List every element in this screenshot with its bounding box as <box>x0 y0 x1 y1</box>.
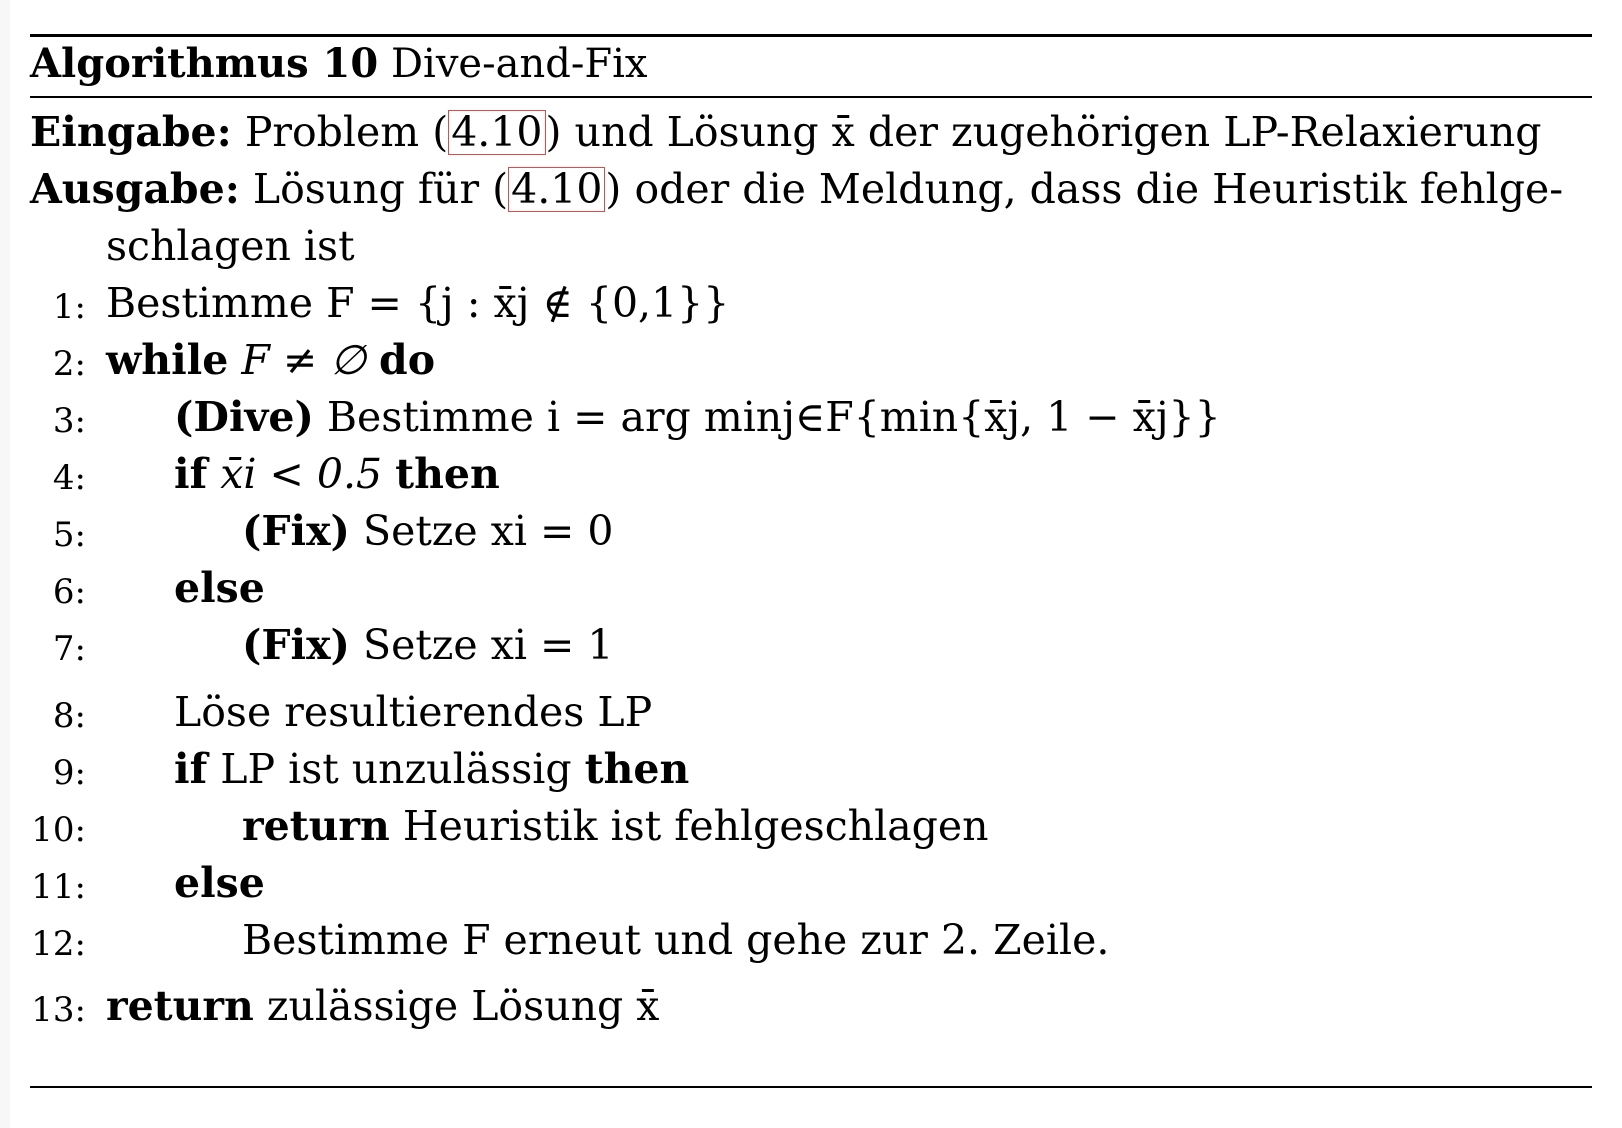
step-5 <box>242 507 613 555</box>
algorithm-title: Dive-and-Fix <box>390 41 648 87</box>
output-text-after: ) oder die Meldung, dass die Heuristik fehlge- <box>605 165 1564 213</box>
line-number: 1: <box>52 287 86 327</box>
step-text: x̄i < 0.5 <box>220 450 383 498</box>
bottom-rule <box>30 1086 1592 1088</box>
keyword-if: if <box>174 745 208 793</box>
step-8: Löse resultierendes LP <box>174 688 653 736</box>
keyword-do: do <box>379 336 436 384</box>
output-text-before: Lösung für ( <box>252 165 509 213</box>
input-text-after: ) und Lösung x̄ der zugehörigen LP-Relaxierung <box>545 108 1542 156</box>
step-12: Bestimme F erneut und gehe zur 2. Zeile. <box>242 916 1110 964</box>
step-11 <box>174 859 265 907</box>
step-text: Setze xi = 0 <box>362 507 614 555</box>
line-number: 8: <box>52 696 86 736</box>
line-number: 12: <box>31 924 86 964</box>
keyword-fix: (Fix) <box>242 621 350 669</box>
keyword-fix: (Fix) <box>242 507 350 555</box>
line-number: 7: <box>52 629 86 669</box>
step-1: Bestimme F = {j : x̄j ∉ {0,1}} <box>106 279 730 327</box>
line-number: 5: <box>52 515 86 555</box>
caption-rule <box>30 96 1592 98</box>
step-7 <box>242 621 613 669</box>
keyword-else: else <box>174 564 265 612</box>
line-number: 10: <box>31 810 86 850</box>
input-label: Eingabe: <box>30 108 232 156</box>
step-9 <box>174 745 689 793</box>
line-number: 4: <box>52 458 86 498</box>
step-3 <box>174 393 1221 441</box>
keyword-return: return <box>242 802 390 850</box>
step-text: zulässige Lösung x̄ <box>266 982 660 1030</box>
line-number: 3: <box>52 401 86 441</box>
top-rule <box>30 34 1592 37</box>
keyword-then: then <box>584 745 690 793</box>
line-number: 6: <box>52 572 86 612</box>
keyword-while: while <box>106 336 229 384</box>
keyword-return: return <box>106 982 254 1030</box>
line-number: 13: <box>31 990 86 1030</box>
output-continuation: schlagen ist <box>106 222 355 270</box>
equation-ref-link[interactable]: 4.10 <box>448 110 545 155</box>
step-4 <box>174 450 500 498</box>
step-text: Bestimme i = arg minj∈F{min{x̄j, 1 − x̄j}} <box>326 393 1221 441</box>
line-number: 2: <box>52 344 86 384</box>
algorithm-caption <box>30 40 647 87</box>
step-text: F ≠ ∅ <box>241 336 366 384</box>
keyword-else: else <box>174 859 265 907</box>
algorithm-label: Algorithmus 10 <box>30 40 379 87</box>
step-text: Setze xi = 1 <box>362 621 614 669</box>
input-text-before: Problem ( <box>244 108 449 156</box>
output-label: Ausgabe: <box>30 165 240 213</box>
keyword-if: if <box>174 450 208 498</box>
step-13 <box>106 982 659 1030</box>
step-text: LP ist unzulässig <box>220 745 572 793</box>
keyword-then: then <box>395 450 500 498</box>
line-number: 11: <box>31 867 86 907</box>
step-10 <box>242 802 989 850</box>
keyword-dive: (Dive) <box>174 393 314 441</box>
step-text: Heuristik ist fehlgeschlagen <box>402 802 989 850</box>
input-line <box>30 108 1542 156</box>
step-6 <box>174 564 265 612</box>
output-line <box>30 165 1563 213</box>
step-2 <box>106 336 435 384</box>
equation-ref-link[interactable]: 4.10 <box>508 167 605 212</box>
line-number: 9: <box>52 753 86 793</box>
